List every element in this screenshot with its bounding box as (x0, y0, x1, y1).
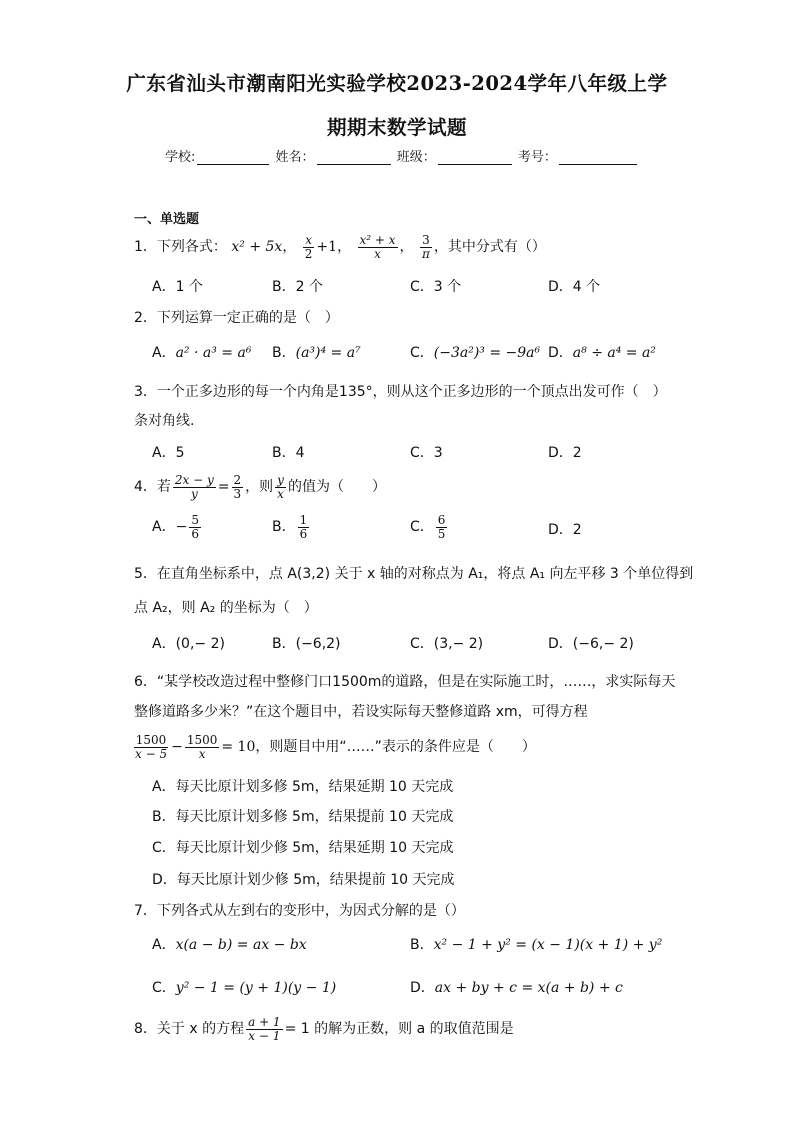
q2-option-b[interactable]: B．(a³)⁴ = a⁷ (272, 345, 361, 361)
q4-frac-right: $\frac{2}{3}$ (233, 472, 242, 501)
q5-option-c[interactable]: C．(3,− 2) (410, 636, 484, 652)
exam-no-label: 考号： (517, 150, 557, 165)
school-label: 学校: (165, 150, 196, 165)
question-5-stem-line2: 点 A₂，则 A₂ 的坐标为（ ） (134, 600, 318, 616)
question-6-stem-line1: 6．“某学校改造过程中整修门口1500m的道路，但是在实际施工时，……，求实际每天 (134, 674, 676, 690)
question-3-stem-line1: 3．一个正多边形的每一个内角是135°，则从这个正多边形的一个顶点出发可作（ ） (134, 384, 667, 400)
section-heading: 一、单选题 (134, 212, 200, 227)
question-5-stem-line1: 5．在直角坐标系中，点 A(3,2) 关于 x 轴的对称点为 A₁，将点 A₁ 向左平移 3 个单位得到 (134, 566, 694, 582)
q1-stem-end: ，其中分式有（） (433, 239, 546, 255)
class-blank[interactable] (438, 150, 512, 165)
question-2-stem: 2．下列运算一定正确的是（ ） (134, 310, 339, 326)
class-label: 班级： (396, 150, 436, 165)
q6-option-b[interactable]: B．每天比原计划多修 5m，结果提前 10 天完成 (152, 809, 454, 825)
student-info-row (165, 146, 639, 165)
page-title-line1: 广东省汕头市潮南阳光实验学校2023-2024学年八年级上学 (126, 72, 668, 95)
q4-equals: = (217, 479, 230, 495)
q4-option-b[interactable]: B． $\frac{1}{6}$ (272, 512, 308, 541)
page-title-line2: 期期末数学试题 (326, 116, 467, 139)
question-1-stem: 1．下列各式： x² + 5x， $\frac{x}{2}$ +1， $\frac{\text{x² + x}}{x}$ ， $\frac{3}{\pi}$ ，其中分式有（） (134, 232, 546, 261)
q1-frac-2: $\frac{x}{2}$ (304, 232, 313, 261)
exam-no-blank[interactable] (559, 150, 637, 165)
q6-option-d[interactable]: D．每天比原计划少修 5m，结果提前 10 天完成 (152, 872, 455, 888)
q2-option-d[interactable]: D．a⁸ ÷ a⁴ = a² (548, 345, 656, 361)
q3-option-a[interactable]: A．5 (152, 445, 185, 461)
q1-expr-2-tail: +1 (316, 239, 338, 255)
q7-option-b[interactable]: B．x² − 1 + y² = (x − 1)(x + 1) + y² (410, 937, 663, 953)
q4-option-c[interactable]: C． $\frac{6}{5}$ (410, 512, 446, 541)
q4-stem-start: 4．若 (134, 479, 171, 495)
q4-stem-mid: ，则 (245, 479, 274, 495)
q5-option-b[interactable]: B．(−6,2) (272, 636, 341, 652)
q3-option-b[interactable]: B．4 (272, 445, 305, 461)
question-4-stem (134, 472, 386, 502)
q8-stem-end: = 1 的解为正数，则 a 的取值范围是 (284, 1021, 514, 1037)
q1-option-d[interactable]: D．4 个 (548, 279, 601, 295)
question-7-stem: 7．下列各式从左到右的变形中，为因式分解的是（） (134, 903, 465, 919)
name-blank[interactable] (317, 150, 391, 165)
q4-option-a[interactable]: A．− $\frac{5}{6}$ (152, 512, 199, 541)
q5-option-d[interactable]: D．(−6,− 2) (548, 636, 634, 652)
q3-option-c[interactable]: C．3 (410, 445, 443, 461)
q1-frac-3: $\frac{\text{x² + x}}{x}$ (359, 232, 396, 261)
q6-minus: − (171, 739, 183, 755)
question-8-stem (134, 1012, 514, 1046)
school-blank[interactable] (197, 150, 269, 165)
q4-stem-end: 的值为（ ） (287, 479, 386, 495)
q2-option-c[interactable]: C．(−3a²)³ = −9a⁶ (410, 345, 541, 361)
q4-option-d[interactable]: D．2 (548, 522, 582, 538)
q1-expr-1: x² + 5x (231, 239, 283, 255)
q7-option-d[interactable]: D．ax + by + c = x(a + b) + c (410, 980, 623, 996)
q1-option-a[interactable]: A．1 个 (152, 279, 203, 295)
name-label: 姓名： (275, 150, 315, 165)
q1-option-b[interactable]: B．2 个 (272, 279, 323, 295)
q1-stem-start: 1．下列各式： (134, 239, 227, 255)
question-3-stem-line2: 条对角线. (134, 413, 195, 429)
q6-frac-1: $\frac{1500}{x - 5}$ (135, 732, 168, 761)
q6-equals: = 10 (221, 739, 256, 755)
q5-option-a[interactable]: A．(0,− 2) (152, 636, 225, 652)
q8-stem-start: 8．关于 x 的方程 (134, 1021, 245, 1037)
q2-option-a[interactable]: A．a² · a³ = a⁶ (152, 345, 252, 361)
q3-option-d[interactable]: D．2 (548, 445, 582, 461)
q7-option-c[interactable]: C．y² − 1 = (y + 1)(y − 1) (152, 980, 337, 996)
q6-stem-end: ，则题目中用“……”表示的条件应是（ ） (255, 739, 536, 755)
q1-option-c[interactable]: C．3 个 (410, 279, 462, 295)
question-6-equation-line (131, 730, 536, 764)
q1-frac-4: $\frac{3}{\pi}$ (422, 232, 430, 261)
question-6-stem-line2: 整修道路多少米？”在这个题目中，若设实际每天整修道路 xm，可得方程 (134, 704, 588, 720)
q6-option-a[interactable]: A．每天比原计划多修 5m，结果延期 10 天完成 (152, 779, 454, 795)
q6-frac-2: $\frac{1500}{x}$ (186, 732, 218, 761)
q8-frac: $\frac{a + 1}{x - 1}$ (248, 1014, 281, 1043)
q4-frac-target: $\frac{y}{x}$ (277, 472, 284, 501)
q4-frac-left: $\frac{2x - y}{y}$ (174, 472, 214, 501)
q7-option-a[interactable]: A．x(a − b) = ax − bx (152, 937, 307, 953)
q6-option-c[interactable]: C．每天比原计划少修 5m，结果延期 10 天完成 (152, 840, 454, 856)
